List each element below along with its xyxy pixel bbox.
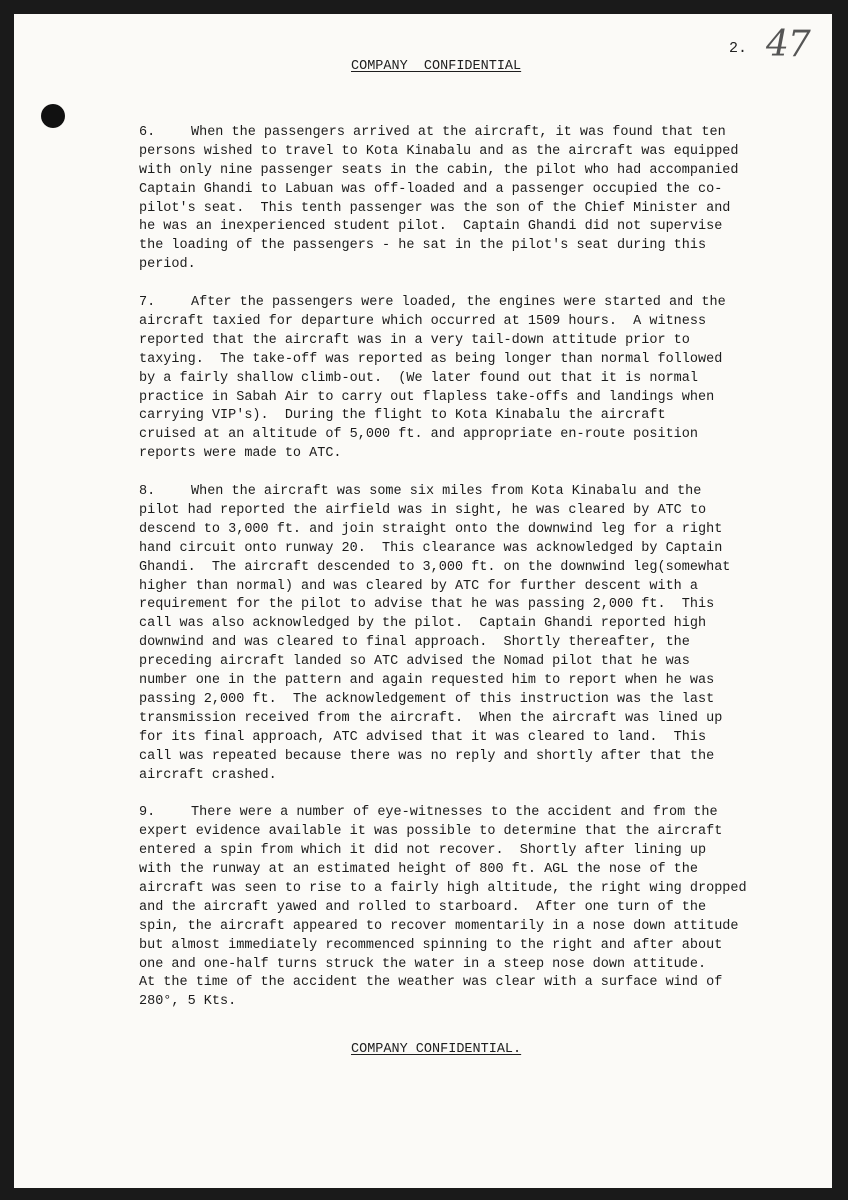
paragraph-line	[139, 521, 779, 540]
paragraph-line	[139, 880, 779, 899]
paragraph-line	[139, 540, 779, 559]
line-text: passing 2,000 ft. The acknowledgement of this instruction was the last	[139, 691, 715, 707]
line-text: hand circuit onto runway 20. This clearance was acknowledged by Captain	[139, 540, 723, 556]
paragraph-line	[139, 445, 779, 464]
paragraph-line	[139, 993, 779, 1012]
line-text: call was also acknowledged by the pilot. Captain Ghandi reported high	[139, 616, 707, 632]
line-text: taxying. The take-off was reported as being longer than normal followed	[139, 351, 723, 367]
line-text: Captain Ghandi to Labuan was off-loaded and a passenger occupied the co-	[139, 181, 723, 197]
line-text: period.	[139, 257, 196, 273]
paragraph-line	[139, 124, 779, 143]
line-text: After the passengers were loaded, the engines were started and the	[191, 295, 726, 311]
line-text: Ghandi. The aircraft descended to 3,000 ft. on the downwind leg(somewhat	[139, 559, 731, 575]
line-text: for its final approach, ATC advised that it was cleared to land. This	[139, 729, 707, 745]
paragraph-line	[139, 691, 779, 710]
paragraph-line	[139, 313, 779, 332]
line-text: but almost immediately recommenced spinning to the right and after about	[139, 937, 723, 953]
paragraph-number: 8.	[139, 484, 156, 500]
paragraph-line	[139, 672, 779, 691]
line-text: pilot had reported the airfield was in sight, he was cleared by ATC to	[139, 503, 707, 519]
paragraph-line	[139, 143, 779, 162]
line-text: practice in Sabah Air to carry out flapless take-offs and landings when	[139, 389, 715, 405]
line-text: carrying VIP's). During the flight to Kota Kinabalu the aircraft	[139, 408, 666, 424]
line-text: call was repeated because there was no reply and shortly after that the	[139, 748, 715, 764]
line-text: one and one-half turns struck the water in a steep nose down attitude.	[139, 956, 707, 972]
paragraph-line	[139, 407, 779, 426]
paragraph-line	[139, 899, 779, 918]
paragraph-line	[139, 200, 779, 219]
paragraph	[139, 804, 779, 1012]
footer-confidential-mark: COMPANY CONFIDENTIAL.	[351, 1042, 522, 1057]
line-text: cruised at an altitude of 5,000 ft. and appropriate en-route position	[139, 427, 698, 443]
line-text: When the passengers arrived at the aircraft, it was found that ten	[191, 125, 726, 140]
line-text: descend to 3,000 ft. and join straight onto the downwind leg for a right	[139, 521, 723, 537]
paragraph-line	[139, 956, 779, 975]
paragraph-line	[139, 918, 779, 937]
paragraph-line	[139, 294, 779, 313]
line-text: There were a number of eye-witnesses to the accident and from the	[191, 805, 718, 821]
paragraph-line	[139, 729, 779, 748]
paragraph-line	[139, 937, 779, 956]
line-text: expert evidence available it was possible to determine that the aircraft	[139, 824, 723, 840]
line-text: 280°, 5 Kts.	[139, 994, 237, 1010]
paragraph-line	[139, 351, 779, 370]
document-page	[14, 14, 832, 1188]
line-text: number one in the pattern and again requested him to report when he was	[139, 673, 715, 689]
line-text: the loading of the passengers - he sat in the pilot's seat during this	[139, 238, 707, 254]
line-text: reports were made to ATC.	[139, 446, 342, 462]
header-confidential-mark: COMPANY CONFIDENTIAL	[351, 59, 522, 74]
paragraph	[139, 124, 779, 275]
paragraph-line	[139, 596, 779, 615]
line-text: he was an inexperienced student pilot. Captain Ghandi did not supervise	[139, 219, 723, 235]
line-text: and the aircraft yawed and rolled to starboard. After one turn of the	[139, 899, 707, 915]
paragraph-line	[139, 218, 779, 237]
paragraph-line	[139, 389, 779, 408]
paragraph-number: 9.	[139, 805, 156, 821]
paragraph-line	[139, 256, 779, 275]
line-text: with the runway at an estimated height of 800 ft. AGL the nose of the	[139, 862, 698, 878]
line-text: reported that the aircraft was in a very tail-down attitude prior to	[139, 332, 690, 348]
line-text: transmission received from the aircraft. When the aircraft was lined up	[139, 710, 723, 726]
paragraph-line	[139, 861, 779, 880]
paragraph-line	[139, 710, 779, 729]
paragraph-line	[139, 483, 779, 502]
line-text: At the time of the accident the weather was clear with a surface wind of	[139, 975, 723, 991]
line-text: higher than normal) and was cleared by ATC for further descent with a	[139, 578, 698, 594]
paragraph	[139, 483, 779, 785]
paragraph-number: 6.	[139, 125, 156, 140]
line-text: When the aircraft was some six miles from Kota Kinabalu and the	[191, 484, 702, 500]
paragraph-line	[139, 634, 779, 653]
page-number: 2.	[729, 40, 748, 57]
line-text: by a fairly shallow climb-out. (We later found out that it is normal	[139, 370, 698, 386]
paragraph-line	[139, 823, 779, 842]
line-text: aircraft was seen to rise to a fairly high altitude, the right wing dropped	[139, 880, 747, 896]
line-text: persons wished to travel to Kota Kinabalu and as the aircraft was equipped	[139, 143, 739, 159]
paragraph-line	[139, 332, 779, 351]
paragraph-line	[139, 181, 779, 200]
line-text: pilot's seat. This tenth passenger was the son of the Chief Minister and	[139, 200, 731, 216]
paragraph-line	[139, 237, 779, 256]
paragraph-line	[139, 370, 779, 389]
paragraph-line	[139, 502, 779, 521]
line-text: preceding aircraft landed so ATC advised the Nomad pilot that he was	[139, 654, 690, 670]
paragraph-line	[139, 559, 779, 578]
paragraph-line	[139, 804, 779, 823]
line-text: requirement for the pilot to advise that he was passing 2,000 ft. This	[139, 597, 715, 613]
punch-hole	[41, 104, 65, 128]
paragraph-number: 7.	[139, 295, 156, 311]
paragraph-line	[139, 615, 779, 634]
line-text: entered a spin from which it did not recover. Shortly after lining up	[139, 843, 707, 859]
line-text: with only nine passenger seats in the cabin, the pilot who had accompanied	[139, 162, 739, 178]
paragraph-line	[139, 767, 779, 786]
paragraph-line	[139, 974, 779, 993]
paragraph-line	[139, 426, 779, 445]
body-text	[139, 124, 779, 1031]
line-text: spin, the aircraft appeared to recover momentarily in a nose down attitude	[139, 918, 739, 934]
line-text: aircraft crashed.	[139, 767, 277, 783]
paragraph-line	[139, 162, 779, 181]
paragraph-line	[139, 578, 779, 597]
paragraph	[139, 294, 779, 464]
line-text: downwind and was cleared to final approach. Shortly thereafter, the	[139, 635, 690, 651]
handwritten-folio-number: 47	[766, 24, 810, 65]
paragraph-line	[139, 842, 779, 861]
paragraph-line	[139, 653, 779, 672]
paragraph-line	[139, 748, 779, 767]
line-text: aircraft taxied for departure which occurred at 1509 hours. A witness	[139, 314, 707, 330]
